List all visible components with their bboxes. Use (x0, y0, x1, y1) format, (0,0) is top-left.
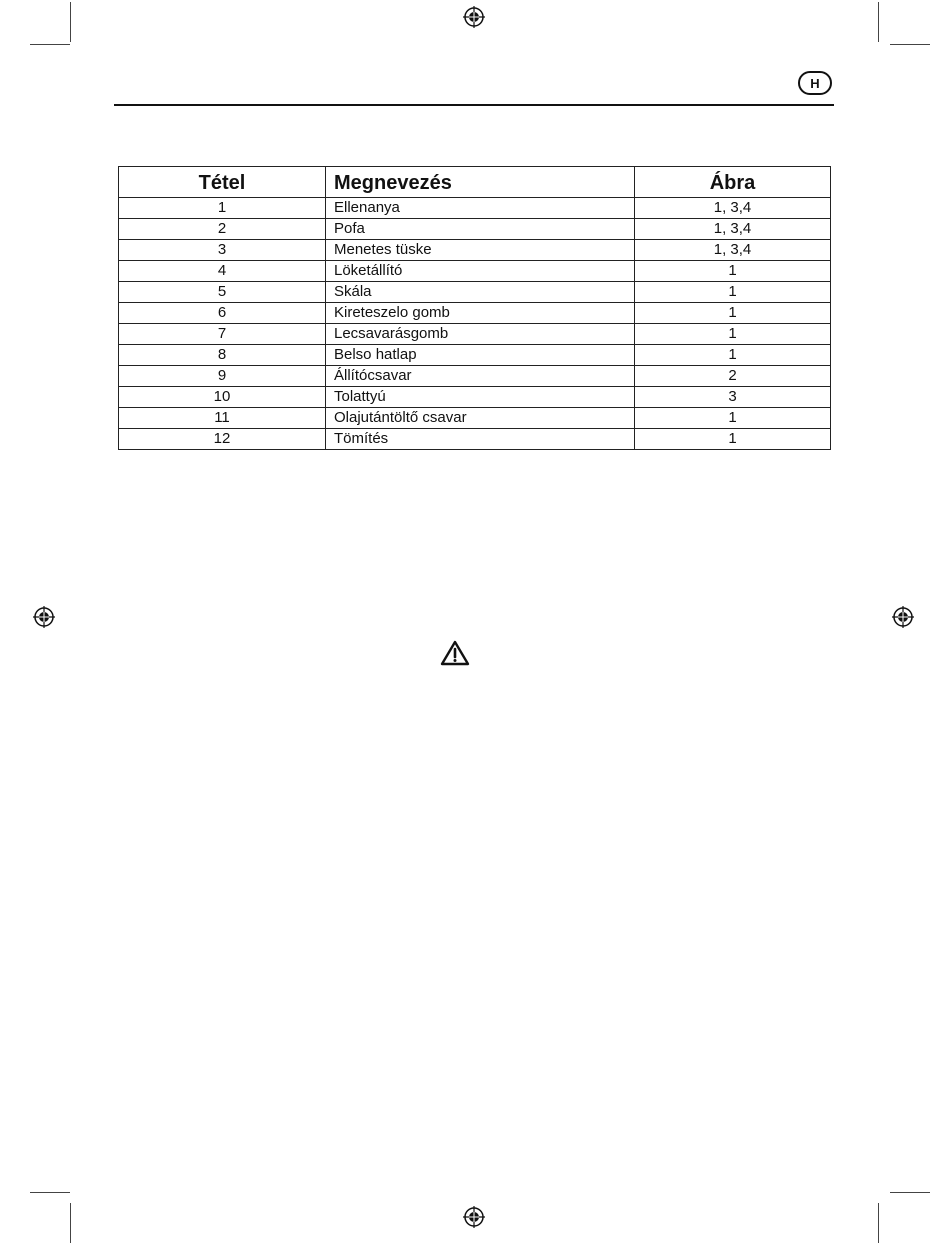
cell-name: Lecsavarásgomb (326, 324, 635, 345)
crop-mark (30, 44, 70, 45)
table-row (119, 261, 831, 282)
cell-name: Kireteszelo gomb (326, 303, 635, 324)
table-row (119, 408, 831, 429)
cell-item: 11 (119, 408, 326, 429)
parts-table (118, 166, 831, 450)
table-row (119, 198, 831, 219)
crop-mark (70, 2, 71, 42)
cell-item: 9 (119, 366, 326, 387)
cell-figure: 3 (635, 387, 831, 408)
crop-mark (878, 1203, 879, 1243)
table-body (119, 198, 831, 450)
cell-figure: 1 (635, 282, 831, 303)
registration-mark-icon (463, 1206, 485, 1228)
warning-triangle-icon (440, 640, 470, 666)
cell-figure: 1, 3,4 (635, 219, 831, 240)
cell-figure: 1 (635, 345, 831, 366)
crop-mark (890, 1192, 930, 1193)
registration-mark-icon (892, 606, 914, 628)
cell-figure: 1 (635, 261, 831, 282)
cell-item: 7 (119, 324, 326, 345)
column-header-item: Tétel (119, 167, 326, 198)
cell-name: Tömítés (326, 429, 635, 450)
cell-item: 12 (119, 429, 326, 450)
cell-item: 6 (119, 303, 326, 324)
table-row (119, 429, 831, 450)
table-row (119, 366, 831, 387)
cell-name: Állítócsavar (326, 366, 635, 387)
cell-name: Ellenanya (326, 198, 635, 219)
cell-figure: 1 (635, 429, 831, 450)
cell-item: 2 (119, 219, 326, 240)
cell-item: 1 (119, 198, 326, 219)
cell-figure: 2 (635, 366, 831, 387)
cell-figure: 1, 3,4 (635, 240, 831, 261)
cell-item: 5 (119, 282, 326, 303)
cell-name: Belso hatlap (326, 345, 635, 366)
cell-figure: 1, 3,4 (635, 198, 831, 219)
table-row (119, 387, 831, 408)
cell-name: Olajutántöltő csavar (326, 408, 635, 429)
table-row (119, 303, 831, 324)
cell-figure: 1 (635, 324, 831, 345)
cell-name: Menetes tüske (326, 240, 635, 261)
crop-mark (878, 2, 879, 42)
crop-mark (30, 1192, 70, 1193)
cell-name: Skála (326, 282, 635, 303)
cell-item: 4 (119, 261, 326, 282)
table-row (119, 282, 831, 303)
cell-name: Pofa (326, 219, 635, 240)
cell-name: Tolattyú (326, 387, 635, 408)
table-row (119, 345, 831, 366)
cell-figure: 1 (635, 408, 831, 429)
table-row (119, 324, 831, 345)
language-badge: H (798, 71, 832, 95)
column-header-figure: Ábra (635, 167, 831, 198)
header-rule (114, 104, 834, 106)
table-row (119, 240, 831, 261)
table-header-row (119, 167, 831, 198)
crop-mark (890, 44, 930, 45)
registration-mark-icon (463, 6, 485, 28)
cell-item: 8 (119, 345, 326, 366)
cell-name: Löketállító (326, 261, 635, 282)
column-header-name: Megnevezés (326, 167, 635, 198)
crop-mark (70, 1203, 71, 1243)
table-row (119, 219, 831, 240)
cell-figure: 1 (635, 303, 831, 324)
registration-mark-icon (33, 606, 55, 628)
cell-item: 3 (119, 240, 326, 261)
cell-item: 10 (119, 387, 326, 408)
